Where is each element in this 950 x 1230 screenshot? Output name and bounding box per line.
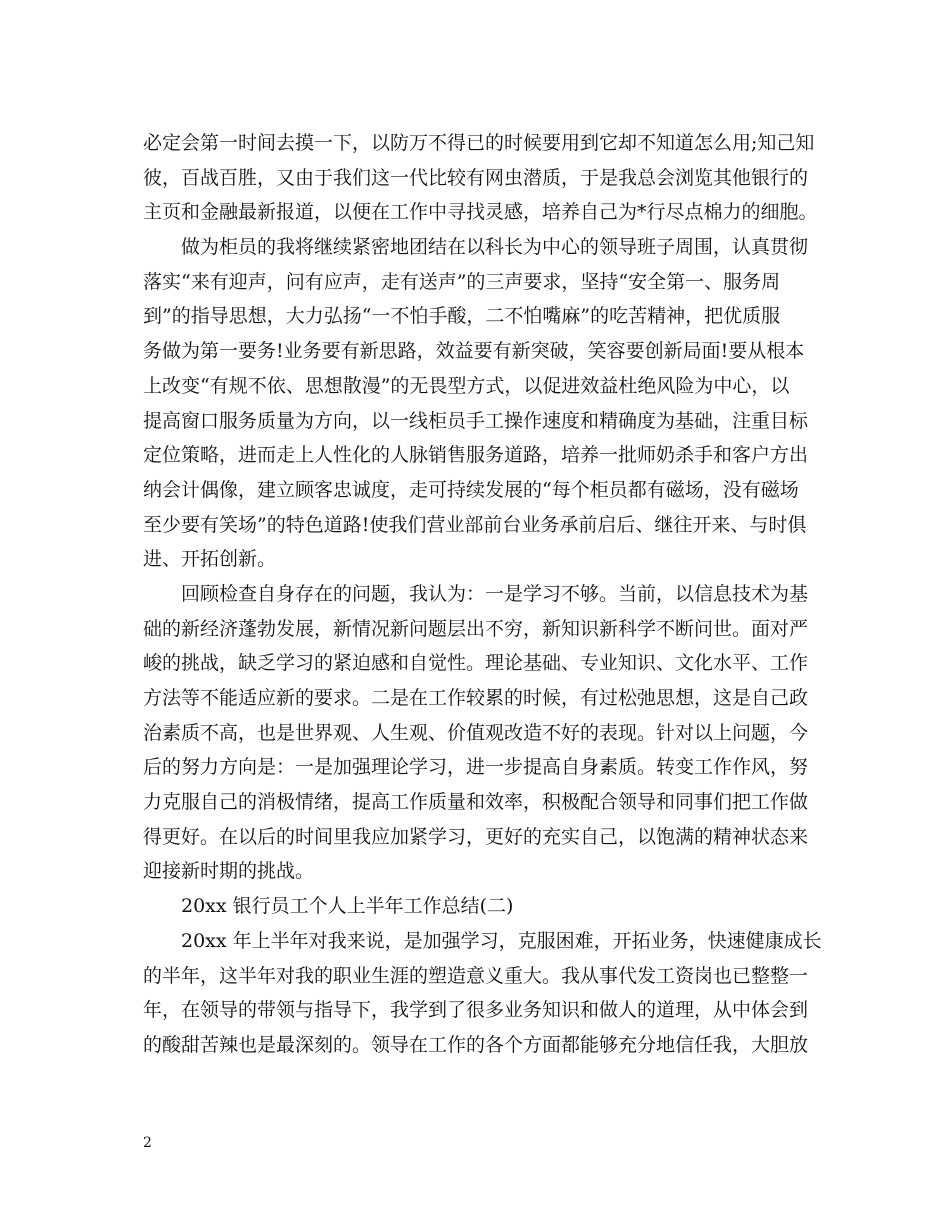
- text-line: 到”的指导思想，大力弘扬“一不怕手酸，二不怕嘴麻”的吃苦精神，把优质服: [143, 305, 781, 328]
- text-line: 方法等不能适应新的要求。二是在工作较累的时候，有过松弛思想，这是自己政: [143, 687, 809, 709]
- text-line: 迎接新时期的挑战。: [143, 860, 315, 883]
- text-line: 年，在领导的带领与指导下，我学到了很多业务知识和做人的道理，从中体会到: [143, 999, 809, 1022]
- text-line: 础的新经济蓬勃发展，新情况新问题层出不穷，新知识新科学不断问世。面对严: [143, 617, 809, 640]
- paragraph-first-line: 20xx 年上半年对我来说，是加强学习，克服困难，开拓业务，快速健康成长: [181, 929, 822, 952]
- paragraph-first-line: 回顾检查自身存在的问题，我认为：一是学习不够。当前，以信息技术为基: [181, 582, 809, 605]
- text-line: 上改变“有规不依、思想散漫”的无畏型方式，以促进效益杜绝风险为中心，以: [143, 374, 790, 397]
- text-line: 彼，百战百胜，又由于我们这一代比较有网虫潜质，于是我总会浏览其他银行的: [143, 166, 809, 189]
- text-line: 主页和金融最新报道，以便在工作中寻找灵感，培养自己为*行尽点棉力的细胞。: [143, 201, 818, 224]
- body-text: [143, 128, 822, 1065]
- page-number: 2: [143, 1135, 152, 1151]
- text-line: 峻的挑战，缺乏学习的紧迫感和自觉性。理论基础、专业知识、文化水平、工作: [143, 652, 809, 675]
- text-line: 得更好。在以后的时间里我应加紧学习，更好的充实自己，以饱满的精神状态来: [143, 825, 809, 848]
- text-line: 进、开拓创新。: [143, 548, 277, 571]
- text-line: 力克服自己的消极情绪，提高工作质量和效率，积极配合领导和同事们把工作做: [143, 791, 809, 814]
- text-line: 落实“来有迎声，问有应声，走有送声”的三声要求，坚持“安全第一、服务周: [143, 270, 781, 293]
- text-line: 的半年，这半年对我的职业生涯的塑造意义重大。我从事代发工资岗也已整整一: [143, 964, 809, 987]
- text-line: 至少要有笑场”的特色道路!使我们营业部前台业务承前启后、继往开来、与时俱: [143, 513, 807, 536]
- text-line: 后的努力方向是：一是加强理论学习，进一步提高自身素质。转变工作作风，努: [143, 756, 809, 779]
- text-line: 定位策略，进而走上人性化的人脉销售服务道路，培养一批师奶杀手和客户方出: [143, 444, 809, 467]
- text-line: 提高窗口服务质量为方向，以一线柜员手工操作速度和精确度为基础，注重目标: [143, 409, 809, 432]
- section-heading: 20xx 银行员工个人上半年工作总结(二): [181, 895, 514, 918]
- text-line: 务做为第一要务!业务要有新思路，效益要有新突破，笑容要创新局面!要从根本: [143, 340, 805, 363]
- text-line: 的酸甜苦辣也是最深刻的。领导在工作的各个方面都能够充分地信任我，大胆放: [143, 1033, 809, 1056]
- text-line: 必定会第一时间去摸一下，以防万不得已的时候要用到它却不知道怎么用;知己知: [143, 132, 815, 154]
- text-line: 纳会计偶像，建立顾客忠诚度，走可持续发展的“每个柜员都有磁场，没有磁场: [143, 478, 799, 501]
- paragraph-first-line: 做为柜员的我将继续紧密地团结在以科长为中心的领导班子周围，认真贯彻: [181, 236, 809, 259]
- text-line: 治素质不高，也是世界观、人生观、价值观改造不好的表现。针对以上问题，今: [143, 721, 809, 744]
